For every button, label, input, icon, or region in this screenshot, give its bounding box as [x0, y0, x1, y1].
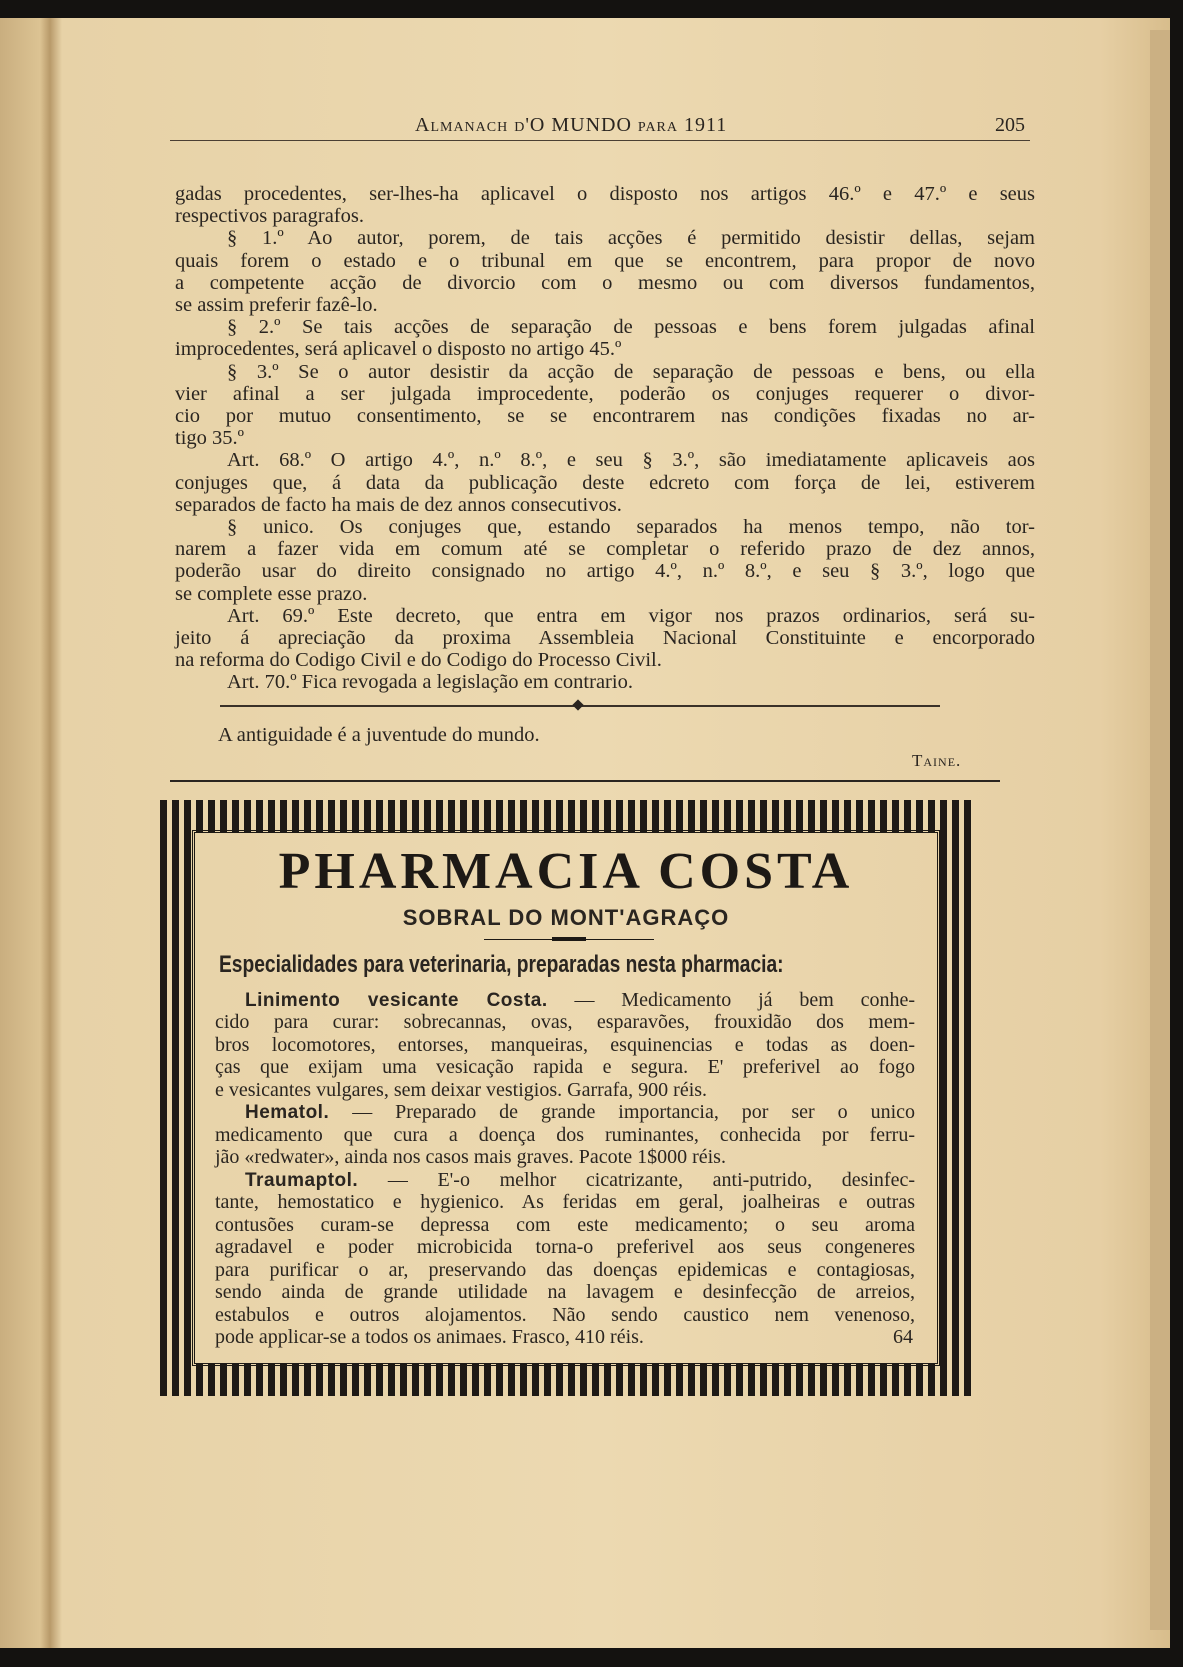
text-line: jeito á apreciação da proxima Assembleia Nacional Constituinte e encorporado: [175, 627, 1035, 649]
text-line: conjuges que, á data da publicação deste edcreto com força de lei, estiverem: [175, 471, 1035, 494]
ad-text-line: [215, 1191, 915, 1213]
ad-text-line: [215, 1079, 707, 1101]
text-line: separados de facto ha mais de dez annos consecutivos.: [175, 493, 622, 516]
header-title: Almanach d'O MUNDO para 1911: [415, 114, 728, 136]
page-number: 205: [995, 114, 1025, 136]
ad-line-text: jão «redwater», ainda nos casos mais graves. Pacote 1$000 réis.: [215, 1146, 726, 1169]
text-line: tigo 35.º: [175, 427, 244, 450]
text-line: Art. 70.º Fica revogada a legislação em contrario.: [227, 671, 633, 694]
ad-text-line: [215, 989, 915, 1012]
ad-text-line: [215, 1169, 915, 1192]
ad-line-text: e vesicantes vulgares, sem deixar vestigios. Garrafa, 900 réis.: [215, 1078, 708, 1101]
text-line: Art. 69.º Este decreto, que entra em vigor nos prazos ordinarios, será su-: [227, 604, 1035, 627]
ad-line-text: ças que exijam uma vesicação rapida e segura. E' preferivel ao fogo: [215, 1056, 915, 1079]
ad-line-text: — E'-o melhor cicatrizante, anti-putrido, desinfec-: [358, 1168, 915, 1191]
ad-text-line: [215, 1326, 644, 1348]
text-line: Art. 68.º O artigo 4.º, n.º 8.º, e seu § 3.º, são imediatamente aplicaveis aos: [227, 449, 1035, 472]
ad-line-text: tante, hemostatico e hygienico. As feridas em geral, joalheiras e outras: [215, 1191, 915, 1214]
text-line: se complete esse prazo.: [175, 582, 368, 605]
epigraph-author: Taine.: [912, 751, 962, 770]
epigraph-quote: A antiguidade é a juventude do mundo.: [218, 724, 540, 746]
ad-line-text: sendo ainda de grande utilidade na lavagem e desinfecção de arreios,: [215, 1281, 915, 1304]
ad-heading: Especialidades para veterinaria, preparadas nesta pharmacia:: [219, 951, 784, 978]
text-line: poderão usar do direito consignado no artigo 4.º, n.º 8.º, e seu § 3.º, logo que: [175, 560, 1035, 583]
ad-title: PHARMACIA COSTA: [278, 843, 854, 900]
ad-line-text: pode applicar-se a todos os animaes. Frasco, 410 réis.: [215, 1326, 644, 1349]
ad-subtitle: SOBRAL DO MONT'AGRAÇO: [402, 905, 730, 930]
ad-rule-ornament: [552, 937, 586, 941]
text-line: na reforma do Codigo Civil e do Codigo do Processo Civil.: [175, 649, 662, 672]
ad-text-line: [215, 1259, 915, 1281]
running-header: [170, 112, 1030, 141]
ad-text-line: [215, 1146, 726, 1168]
ad-text-line: [215, 1214, 915, 1236]
ad-text-line: [215, 1034, 915, 1056]
ad-line-text: estabulos e outros alojamentos. Não sendo caustico nem venenoso,: [215, 1303, 915, 1326]
ad-line-text: — Medicamento já bem conhe-: [547, 989, 915, 1011]
ad-text-line: [215, 1236, 915, 1258]
text-line: § 3.º Se o autor desistir da acção de separação de pessoas e bens, ou ella: [227, 360, 1035, 383]
text-line: respectivos paragrafos.: [175, 205, 364, 228]
text-line: se assim preferir fazê-lo.: [175, 294, 378, 316]
text-line: a competente acção de divorcio com o mesmo ou com diversos fundamentos,: [175, 271, 1035, 294]
text-line: quais forem o estado e o tribunal em que se encontrem, para propor de novo: [175, 249, 1035, 272]
text-line: § 1.º Ao autor, porem, de tais acções é permitido desistir dellas, sejam: [227, 227, 1035, 250]
product-name: Traumaptol.: [245, 1169, 359, 1191]
ad-line-text: — Preparado de grande importancia, por ser o unico: [329, 1101, 915, 1124]
text-line: narem a fazer vida em comum até se completar o referido prazo de dez annos,: [175, 538, 1035, 561]
ad-number: 64: [893, 1326, 913, 1348]
text-line: gadas procedentes, ser-lhes-ha aplicavel o disposto nos artigos 46.º e 47.º e seus: [175, 183, 1035, 205]
text-line: § 2.º Se tais acções de separação de pessoas e bens forem julgadas afinal: [227, 316, 1035, 339]
ad-text-line: [215, 1056, 915, 1078]
ad-line-text: contusões curam-se depressa com este medicamento; o seu aroma: [215, 1213, 915, 1236]
product-name: Hematol.: [245, 1102, 330, 1124]
ad-text-line: [215, 1281, 915, 1303]
ad-text-line: [215, 1101, 915, 1124]
ad-text-line: [215, 1124, 915, 1146]
horizontal-rule: [170, 780, 1000, 782]
product-name: Linimento vesicante Costa.: [245, 990, 548, 1011]
ad-text-line: [215, 1011, 915, 1033]
ad-line-text: cido para curar: sobrecannas, ovas, esparavões, frouxidão dos mem-: [215, 1011, 915, 1034]
advertisement: [192, 830, 940, 1366]
ad-line-text: agradavel e poder microbicida torna-o preferivel aos seus congeneres: [215, 1236, 915, 1259]
ad-line-text: medicamento que cura a doença dos ruminantes, conhecida por ferru-: [215, 1123, 915, 1146]
ad-text-line: [215, 1304, 915, 1326]
text-line: vier afinal a ser julgada improcedente, poderão os conjuges requerer o divor-: [175, 382, 1035, 405]
text-line: cio por mutuo consentimento, se se encontrarem nas condições fixadas no ar-: [175, 405, 1035, 427]
text-line: § unico. Os conjuges que, estando separados ha menos tempo, não tor-: [227, 516, 1035, 538]
ad-line-text: para purificar o ar, preservando das doenças epidemicas e contagiosas,: [215, 1258, 915, 1281]
ad-line-text: bros locomotores, entorses, manqueiras, esquinencias e todas as doen-: [215, 1033, 915, 1056]
text-line: improcedentes, será aplicavel o disposto no artigo 45.º: [175, 338, 622, 361]
page-edge: [1150, 30, 1170, 1630]
